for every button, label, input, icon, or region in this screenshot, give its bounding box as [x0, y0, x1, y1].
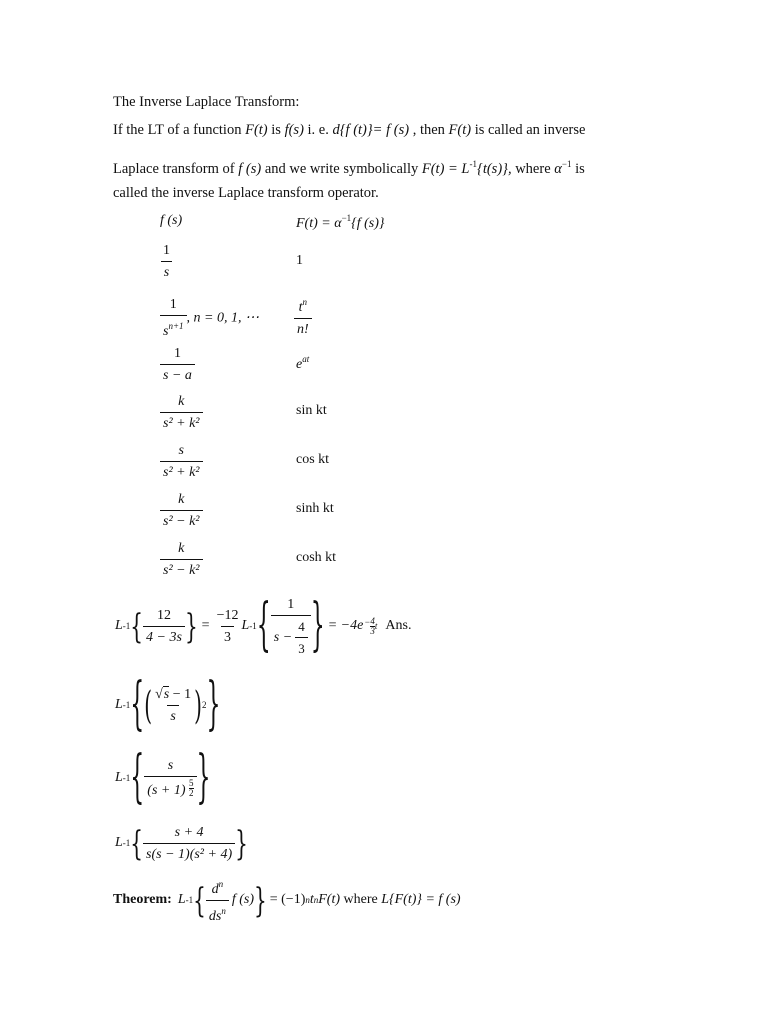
table-row: $\frac{1}{s}$	[160, 242, 173, 281]
table-row: $\frac{s}{\text{s² + k²}}$	[160, 442, 203, 481]
example-4: L -1 { $\frac{s + 4}{\text{s(s − 1)(s² + 4)}}$ }	[115, 822, 248, 864]
table-cell-right: $\frac{t^n}{n!}$	[294, 294, 312, 338]
table-cell-right: cosh kt	[296, 550, 337, 565]
table-cell-right: 1	[296, 253, 303, 268]
definition-formula: d{f (t)}= f (s)	[332, 122, 410, 138]
table-row: $\frac{k}{\text{s² − k²}}$	[160, 491, 203, 530]
table-row: $\frac{k}{\text{s² − k²}}$	[160, 540, 203, 579]
table-row: $\frac{k}{\text{s² + k²}}$	[160, 393, 203, 432]
page-title: The Inverse Laplace Transform:	[113, 94, 300, 110]
table-cell-right: $e^{at}$	[296, 354, 310, 372]
table-cell-right: sin kt	[296, 403, 327, 418]
table-header-Ft: $F(t) = \alpha^{-1}\{f$ (s)}	[296, 213, 385, 231]
example-1: L -1 { $\frac{12}{4 - 3s}$ } = $\frac{-12}{3}$ L -1 { 1 s − $\frac{4}{3}$ } = −4e − $\frac{4}{3}$ t Ans.	[115, 593, 412, 659]
table-header-fs: f (s)	[160, 213, 183, 228]
table-cell-right: cos kt	[296, 452, 330, 467]
table-cell-right: sinh kt	[296, 501, 334, 516]
theorem-label: Theorem:	[113, 892, 172, 907]
table-row: $\frac{1}{s^{n+1}}$ , n = 0, 1, ⋯	[160, 296, 259, 340]
intro-line-2: Laplace transform of f (s) and we write symbolically $F(t) = L^{-1}\{t(s)\}$, where $\alpha^{-1}$ is	[113, 159, 585, 177]
theorem: Theorem: L -1 { $\frac{d^n}{ds^n}$ f (s) } = (−1) n t n F(t) where L{F(t)} = f (s)	[113, 878, 461, 924]
example-2: L -1 { ( $\frac{√s - 1}{s}$ ) 2 }	[115, 672, 221, 738]
intro-line-3: called the inverse Laplace transform operator.	[113, 185, 379, 201]
intro-line-1: If the LT of a function F(t) is f(s) i. e. d{f (t)}= f (s) , then F(t) is called an inverse	[113, 122, 586, 138]
example-3: L -1 { s (s + 1) $\frac{5}{2}$ }	[115, 745, 211, 811]
table-row: $\frac{1}{s - a}$	[160, 345, 195, 384]
answer-label: Ans.	[385, 618, 412, 633]
